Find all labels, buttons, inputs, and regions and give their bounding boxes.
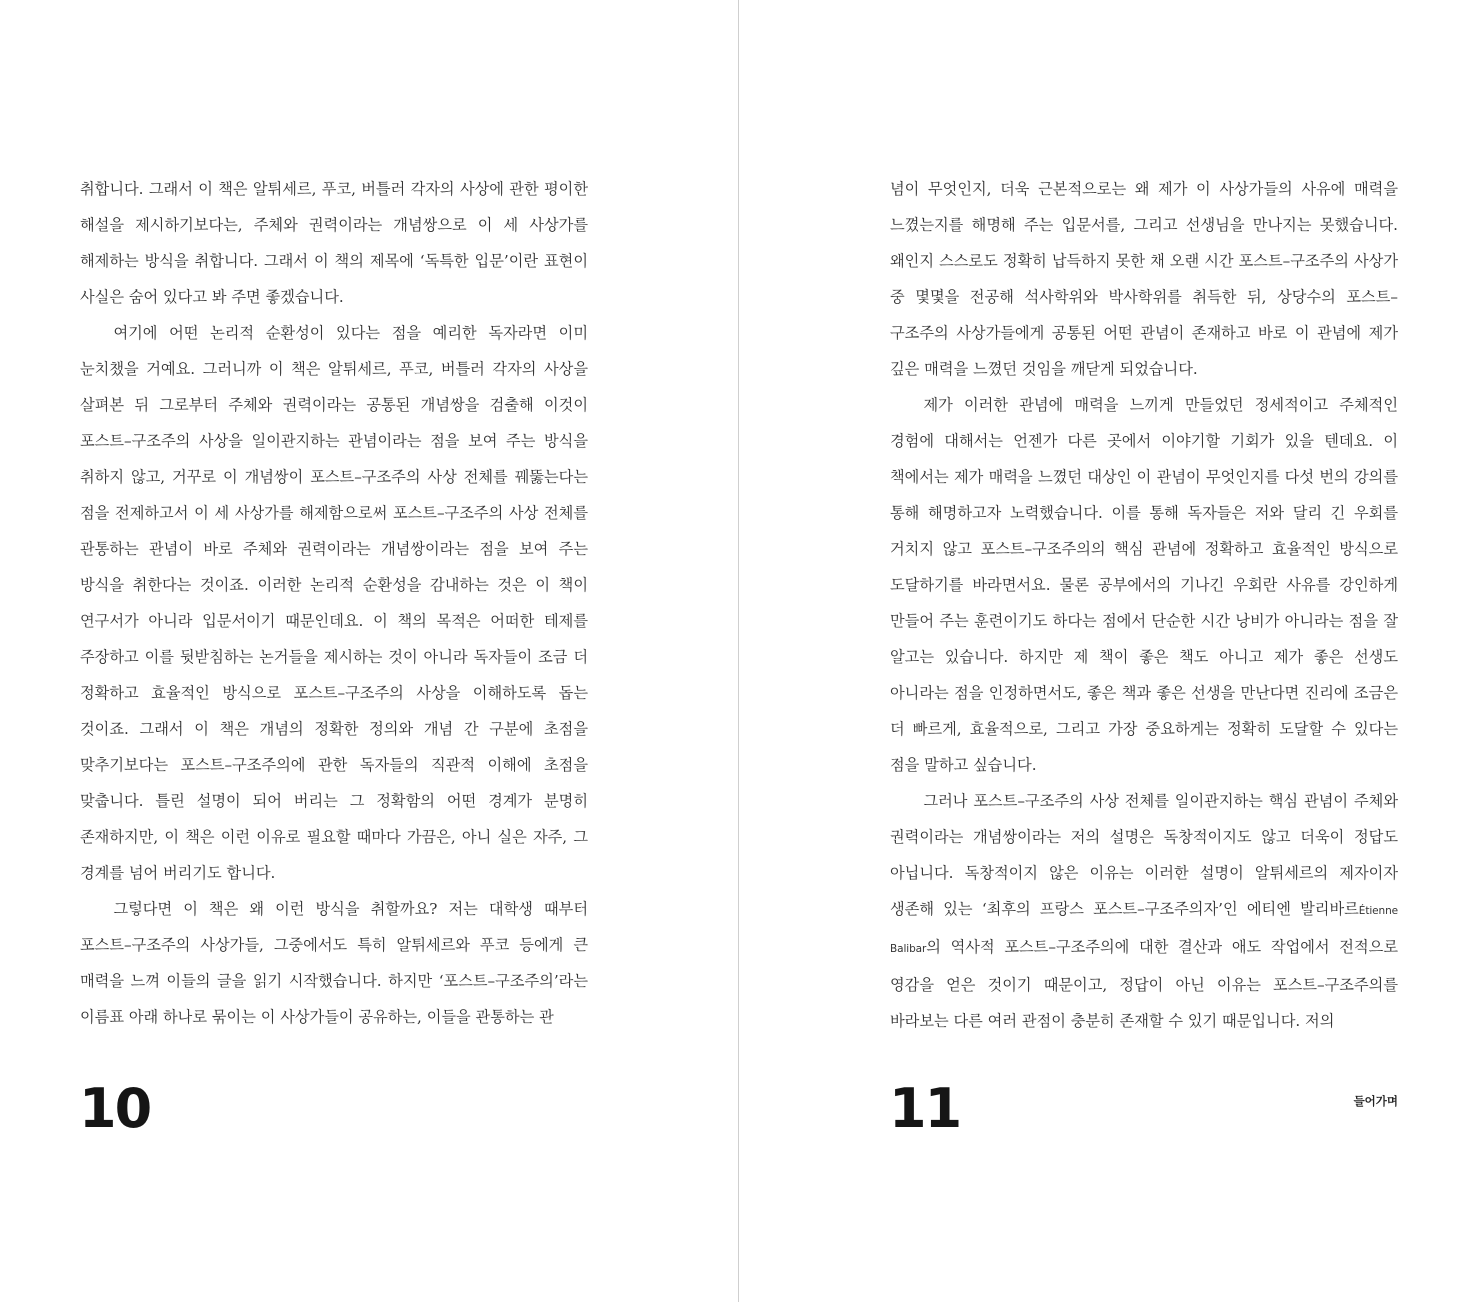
- right-paragraph-3-part-2: 의 역사적 포스트–구조주의에 대한 결산과 애도 작업에서 전적으로 영감을 얻은 것이기 때문이고, 정답이 아닌 이유는 포스트–구조주의를 바라보는 다른 여러 관점이 충분히 존재할 수 있기 때문입니다. 저의: [890, 938, 1398, 1030]
- left-paragraph-2: 여기에 어떤 논리적 순환성이 있다는 점을 예리한 독자라면 이미 눈치챘을 거예요. 그러니까 이 책은 알튀세르, 푸코, 버틀러 각자의 사상을 살펴본 뒤 그로부터 주체와 권력이라는 공통된 개념쌍을 검출해 이것이 포스트–구조주의 사상을 일이관지하는 관념이라는 점을 보여 주는 방식을 취하지 않고, 거꾸로 이 개념쌍이 포스트–구조주의 사상 전체를 꿰뚫는다는 점을 전제하고서 이 세 사상가를 해제함으로써 포스트–구조주의 사상 전체를 관통하는 관념이 바로 주체와 권력이라는 개념쌍이라는 점을 보여 주는 방식을 취한다는 것이죠. 이러한 논리적 순환성을 감내하는 것은 이 책이 연구서가 아니라 입문서이기 때문인데요. 이 책의 목적은 어떠한 테제를 주장하고 이를 뒷받침하는 논거들을 제시하는 것이 아니라 독자들이 조금 더 정확하고 효율적인 방식으로 포스트–구조주의 사상을 이해하도록 돕는 것이죠. 그래서 이 책은 개념의 정확한 정의와 개념 간 구분에 초점을 맞추기보다는 포스트–구조주의에 관한 독자들의 직관적 이해에 초점을 맞춥니다. 틀린 설명이 되어 버리는 그 정확함의 어떤 경계가 분명히 존재하지만, 이 책은 이런 이유로 필요할 때마다 가끔은, 아니 실은 자주, 그 경계를 넘어 버리기도 합니다.: [80, 324, 588, 882]
- left-page: [0, 0, 738, 1302]
- page-number-right: 11: [889, 1077, 961, 1140]
- right-page-body: [890, 171, 1398, 1039]
- right-page: [739, 0, 1480, 1302]
- right-paragraph-3: [890, 783, 1398, 1039]
- page-number-left: 10: [79, 1077, 151, 1140]
- left-page-body: [80, 171, 588, 1035]
- right-paragraph-3-part-1: 그러나 포스트–구조주의 사상 전체를 일이관지하는 핵심 관념이 주체와 권력이라는 개념쌍이라는 저의 설명은 독창적이지도 않고 더욱이 정답도 아닙니다. 독창적이지 않은 이유는 이러한 설명이 알튀세르의 제자이자 생존해 있는 ‘최후의 프랑스 포스트–구조주의자’인 에티엔 발리바르: [890, 792, 1398, 918]
- latin-name-annotation: Étienne Balibar: [890, 905, 1398, 955]
- left-paragraph-1: 취합니다. 그래서 이 책은 알튀세르, 푸코, 버틀러 각자의 사상에 관한 평이한 해설을 제시하기보다는, 주체와 권력이라는 개념쌍으로 이 세 사상가를 해제하는 방식을 취합니다. 그래서 이 책의 제목에 ‘독특한 입문’이란 표현이 사실은 숨어 있다고 봐 주면 좋겠습니다.: [80, 180, 588, 306]
- right-paragraph-2: 제가 이러한 관념에 매력을 느끼게 만들었던 정세적이고 주체적인 경험에 대해서는 언젠가 다른 곳에서 이야기할 기회가 있을 텐데요. 이 책에서는 제가 매력을 느꼈던 대상인 이 관념이 무엇인지를 다섯 번의 강의를 통해 해명하고자 노력했습니다. 이를 통해 독자들은 저와 달리 긴 우회를 거치지 않고 포스트–구조주의의 핵심 관념에 정확하고 효율적인 방식으로 도달하기를 바라면서요. 물론 공부에서의 기나긴 우회란 사유를 강인하게 만들어 주는 훈련이기도 하다는 점에서 단순한 시간 낭비가 아니라는 점을 잘 알고는 있습니다. 하지만 제 책이 좋은 책도 아니고 제가 좋은 선생도 아니라는 점을 인정하면서도, 좋은 책과 좋은 선생을 만난다면 진리에 조금은 더 빠르게, 효율적으로, 그리고 가장 중요하게는 정확히 도달할 수 있다는 점을 말하고 싶습니다.: [890, 396, 1398, 774]
- running-head: 들어가며: [1353, 1094, 1398, 1108]
- right-paragraph-1: 념이 무엇인지, 더욱 근본적으로는 왜 제가 이 사상가들의 사유에 매력을 느꼈는지를 해명해 주는 입문서를, 그리고 선생님을 만나지는 못했습니다. 왜인지 스스로도 정확히 납득하지 못한 채 오랜 시간 포스트–구조주의 사상가 중 몇몇을 전공해 석사학위와 박사학위를 취득한 뒤, 상당수의 포스트–구조주의 사상가들에게 공통된 어떤 관념이 존재하고 바로 이 관념에 제가 깊은 매력을 느꼈던 것임을 깨닫게 되었습니다.: [890, 180, 1398, 378]
- left-paragraph-3: 그렇다면 이 책은 왜 이런 방식을 취할까요? 저는 대학생 때부터 포스트–구조주의 사상가들, 그중에서도 특히 알튀세르와 푸코 등에게 큰 매력을 느껴 이들의 글을 읽기 시작했습니다. 하지만 ‘포스트–구조주의’라는 이름표 아래 하나로 묶이는 이 사상가들이 공유하는, 이들을 관통하는 관: [80, 900, 588, 1026]
